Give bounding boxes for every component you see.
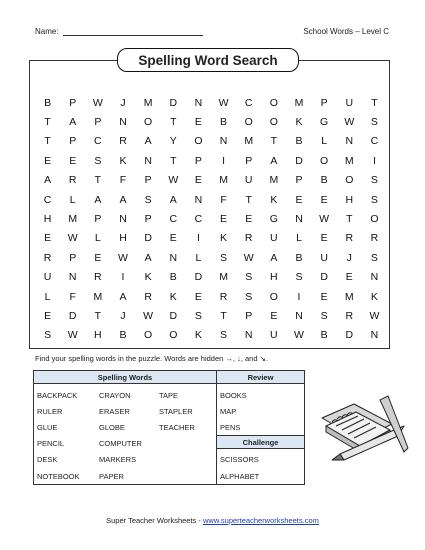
grid-letter: T <box>346 212 353 225</box>
grid-letter: D <box>295 154 303 167</box>
name-field <box>35 27 203 36</box>
grid-letter: D <box>345 329 354 342</box>
arrow-down-icon: ↓ <box>237 354 241 363</box>
grid-letter: T <box>94 309 102 322</box>
grid-letter: P <box>94 212 102 225</box>
grid-letter: K <box>270 193 278 206</box>
worksheet-level-label: School Words – Level C <box>303 27 389 36</box>
grid-letter: D <box>320 271 328 284</box>
grid-letter: U <box>320 251 328 264</box>
grid-letter: R <box>370 232 379 245</box>
spelling-word: RULER <box>37 407 63 416</box>
grid-letter: O <box>345 174 354 187</box>
grid-letter: D <box>169 96 178 109</box>
grid-letter: H <box>43 212 52 225</box>
spelling-word: BACKPACK <box>37 391 78 400</box>
footer-text: Super Teacher Worksheets - <box>106 516 203 525</box>
arrow-right-icon: → <box>225 354 233 363</box>
review-word: BOOKS <box>220 391 247 400</box>
spelling-word: DESK <box>37 455 58 464</box>
grid-letter: W <box>168 174 179 187</box>
grid-letter: W <box>369 309 380 322</box>
grid-letter: R <box>94 271 102 284</box>
grid-letter: W <box>92 96 103 109</box>
grid-letter: I <box>196 232 200 245</box>
spelling-word: MARKERS <box>99 455 137 464</box>
instructions-and: , and <box>240 354 258 363</box>
grid-letter: P <box>245 154 253 167</box>
review-word: MAP <box>220 407 237 416</box>
grid-letter: E <box>194 116 202 129</box>
page-title: Spelling Word Search <box>117 48 299 72</box>
grid-letter: A <box>94 193 102 206</box>
grid-letter: H <box>94 329 102 342</box>
grid-letter: L <box>69 193 76 206</box>
grid-letter: S <box>245 271 253 284</box>
grid-letter: N <box>244 329 253 342</box>
grid-letter: U <box>270 232 278 245</box>
grid-letter: H <box>119 232 127 245</box>
grid-letter: E <box>320 232 328 245</box>
grid-letter: B <box>220 116 228 129</box>
grid-letter: R <box>43 251 52 264</box>
grid-letter: W <box>67 329 78 342</box>
grid-letter: N <box>345 135 354 148</box>
spelling-word: TEACHER <box>159 423 195 432</box>
table-divider <box>216 371 217 484</box>
grid-letter: A <box>119 290 127 303</box>
grid-letter: I <box>222 154 226 167</box>
grid-letter: O <box>370 212 379 225</box>
grid-letter: A <box>169 193 177 206</box>
grid-letter: T <box>44 135 51 148</box>
spelling-word: CRAYON <box>99 391 131 400</box>
grid-letter: N <box>119 212 127 225</box>
grid-letter: N <box>119 116 127 129</box>
grid-letter: S <box>370 251 378 264</box>
grid-letter: C <box>370 135 379 148</box>
grid-letter: E <box>320 193 328 206</box>
grid-letter: M <box>219 271 228 284</box>
grid-letter: S <box>220 329 228 342</box>
grid-letter: R <box>345 309 354 322</box>
grid-letter: U <box>244 174 253 187</box>
grid-letter: K <box>144 271 152 284</box>
grid-letter: E <box>194 290 202 303</box>
grid-letter: H <box>345 193 354 206</box>
grid-letter: W <box>294 329 304 342</box>
instructions-text: Find your spelling words in the puzzle. Words are hidden <box>35 354 224 363</box>
grid-letter: P <box>245 309 253 322</box>
grid-letter: E <box>345 271 353 284</box>
grid-letter: N <box>295 212 303 225</box>
grid-letter: S <box>44 329 52 342</box>
grid-letter: U <box>43 271 52 284</box>
grid-letter: N <box>370 271 379 284</box>
grid-letter: M <box>143 96 153 109</box>
grid-letter: A <box>119 193 127 206</box>
grid-letter: D <box>194 271 203 284</box>
grid-letter: R <box>119 135 127 148</box>
grid-letter: W <box>143 309 154 322</box>
grid-letter: P <box>94 116 102 129</box>
grid-letter: Y <box>169 135 177 148</box>
grid-letter: R <box>219 290 228 303</box>
grid-letter: F <box>119 174 127 187</box>
spelling-word: NOTEBOOK <box>37 472 80 481</box>
review-header: Review <box>217 371 304 384</box>
footer <box>0 516 425 525</box>
grid-letter: C <box>194 212 203 225</box>
grid-letter: L <box>195 251 202 264</box>
grid-letter: E <box>320 290 328 303</box>
spelling-word: GLOBE <box>99 423 125 432</box>
review-word: PENS <box>220 423 241 432</box>
grid-letter: O <box>269 96 278 109</box>
grid-letter: N <box>370 329 379 342</box>
grid-letter: E <box>295 193 303 206</box>
grid-letter: M <box>294 96 304 109</box>
grid-letter: L <box>94 232 101 245</box>
grid-letter: P <box>320 96 328 109</box>
grid-letter: S <box>94 154 102 167</box>
grid-letter: K <box>169 290 177 303</box>
grid-letter: T <box>94 174 102 187</box>
grid-letter: E <box>94 251 102 264</box>
grid-letter: W <box>319 212 330 225</box>
grid-letter: P <box>144 212 152 225</box>
grid-letter: B <box>295 251 303 264</box>
grid-letter: R <box>345 232 354 245</box>
grid-letter: O <box>194 135 203 148</box>
grid-letter: L <box>44 290 51 303</box>
grid-letter: T <box>270 135 278 148</box>
grid-letter: B <box>119 329 127 342</box>
grid-letter: E <box>44 309 52 322</box>
grid-letter: N <box>219 135 228 148</box>
grid-letter: R <box>144 290 152 303</box>
grid-letter: A <box>144 135 152 148</box>
grid-letter: J <box>346 251 352 264</box>
spelling-word: TAPE <box>159 391 179 400</box>
grid-letter: A <box>44 174 52 187</box>
challenge-word: SCISSORS <box>220 455 259 464</box>
grid-letter: N <box>144 154 152 167</box>
grid-letter: J <box>120 96 126 109</box>
grid-letter: L <box>296 232 302 245</box>
grid-letter: N <box>194 193 203 206</box>
spelling-word: STAPLER <box>159 407 193 416</box>
grid-letter: A <box>69 116 77 129</box>
grid-letter: T <box>220 309 227 322</box>
letter-grid <box>35 93 387 345</box>
spelling-word: PENCIL <box>37 439 65 448</box>
grid-letter: I <box>372 154 376 167</box>
grid-letter: P <box>295 174 303 187</box>
grid-letter: N <box>194 96 203 109</box>
grid-letter: A <box>270 251 278 264</box>
grid-letter: W <box>118 251 128 264</box>
grid-letter: S <box>194 309 202 322</box>
grid-letter: W <box>218 96 229 109</box>
spelling-word: PAPER <box>99 472 124 481</box>
grid-letter: J <box>120 309 126 322</box>
grid-letter: N <box>169 251 178 264</box>
challenge-header: Challenge <box>217 435 304 449</box>
grid-letter: C <box>43 193 52 206</box>
grid-letter: M <box>68 212 78 225</box>
grid-letter: G <box>269 212 278 225</box>
instructions-comma: , <box>232 354 235 363</box>
footer-link[interactable]: www.superteacherworksheets.com <box>202 516 319 525</box>
school-supplies-icon <box>318 388 412 466</box>
grid-letter: S <box>320 309 328 322</box>
grid-letter: P <box>69 135 77 148</box>
grid-letter: W <box>243 251 254 264</box>
instructions: Find your spelling words in the puzzle. Words are hidden →, ↓, and ↘. <box>35 354 268 363</box>
grid-letter: K <box>370 290 378 303</box>
name-blank-line <box>63 27 203 36</box>
grid-letter: S <box>370 193 378 206</box>
grid-letter: U <box>345 96 354 109</box>
grid-letter: M <box>93 290 103 303</box>
grid-letter: O <box>144 329 153 342</box>
grid-letter: K <box>119 154 127 167</box>
grid-letter: E <box>194 174 202 187</box>
grid-letter: M <box>344 290 354 303</box>
spelling-words-header: Spelling Words <box>34 371 216 384</box>
grid-letter: E <box>169 232 177 245</box>
grid-letter: E <box>69 154 77 167</box>
grid-letter: D <box>169 309 178 322</box>
grid-letter: S <box>370 174 378 187</box>
grid-letter: F <box>69 290 76 303</box>
grid-letter: T <box>170 116 177 129</box>
grid-letter: C <box>169 212 178 225</box>
grid-letter: D <box>144 232 152 245</box>
grid-letter: E <box>270 309 278 322</box>
grid-letter: A <box>144 251 152 264</box>
grid-letter: I <box>297 290 301 303</box>
arrow-diagonal-icon: ↘ <box>259 354 266 363</box>
grid-letter: S <box>245 290 253 303</box>
grid-letter: S <box>295 271 303 284</box>
grid-letter: O <box>244 116 253 129</box>
grid-letter: B <box>320 174 328 187</box>
grid-letter: O <box>169 329 178 342</box>
grid-letter: B <box>295 135 303 148</box>
grid-letter: S <box>144 193 152 206</box>
grid-letter: M <box>344 154 354 167</box>
spelling-word: GLUE <box>37 423 58 432</box>
grid-letter: W <box>344 116 355 129</box>
name-label: Name: <box>35 27 59 36</box>
grid-letter: K <box>194 329 202 342</box>
grid-letter: E <box>220 212 228 225</box>
grid-letter: N <box>68 271 77 284</box>
grid-letter: E <box>44 232 52 245</box>
grid-letter: W <box>67 232 78 245</box>
grid-letter: B <box>169 271 177 284</box>
grid-letter: R <box>68 174 77 187</box>
grid-letter: S <box>220 251 228 264</box>
challenge-word: ALPHABET <box>220 472 260 481</box>
grid-letter: B <box>44 96 52 109</box>
grid-letter: M <box>244 135 254 148</box>
grid-letter: C <box>94 135 102 148</box>
grid-letter: T <box>245 193 252 206</box>
grid-letter: F <box>220 193 227 206</box>
grid-letter: D <box>68 309 77 322</box>
grid-letter: O <box>269 290 278 303</box>
grid-letter: S <box>370 116 378 129</box>
grid-letter: U <box>270 329 278 342</box>
grid-letter: M <box>269 174 279 187</box>
grid-letter: I <box>121 271 125 284</box>
grid-letter: H <box>270 271 278 284</box>
grid-letter: L <box>321 135 328 148</box>
grid-letter: O <box>320 154 329 167</box>
spelling-word: COMPUTER <box>99 439 142 448</box>
grid-letter: C <box>244 96 253 109</box>
grid-letter: O <box>144 116 153 129</box>
grid-letter: B <box>320 329 328 342</box>
grid-letter: P <box>194 154 202 167</box>
grid-letter: A <box>270 154 278 167</box>
grid-letter: E <box>245 212 253 225</box>
grid-letter: P <box>69 96 77 109</box>
grid-letter: M <box>219 174 228 187</box>
grid-letter: G <box>320 116 329 129</box>
grid-letter: P <box>69 251 77 264</box>
grid-letter: T <box>371 96 378 109</box>
grid-letter: E <box>44 154 52 167</box>
grid-letter: T <box>44 116 51 129</box>
word-list-table <box>33 370 305 485</box>
grid-letter: P <box>144 174 152 187</box>
grid-letter: N <box>295 309 303 322</box>
grid-letter: K <box>220 232 228 245</box>
grid-letter: T <box>170 154 177 167</box>
grid-letter: K <box>295 116 303 129</box>
grid-letter: R <box>244 232 253 245</box>
grid-letter: O <box>269 116 278 129</box>
spelling-word: ERASER <box>99 407 130 416</box>
